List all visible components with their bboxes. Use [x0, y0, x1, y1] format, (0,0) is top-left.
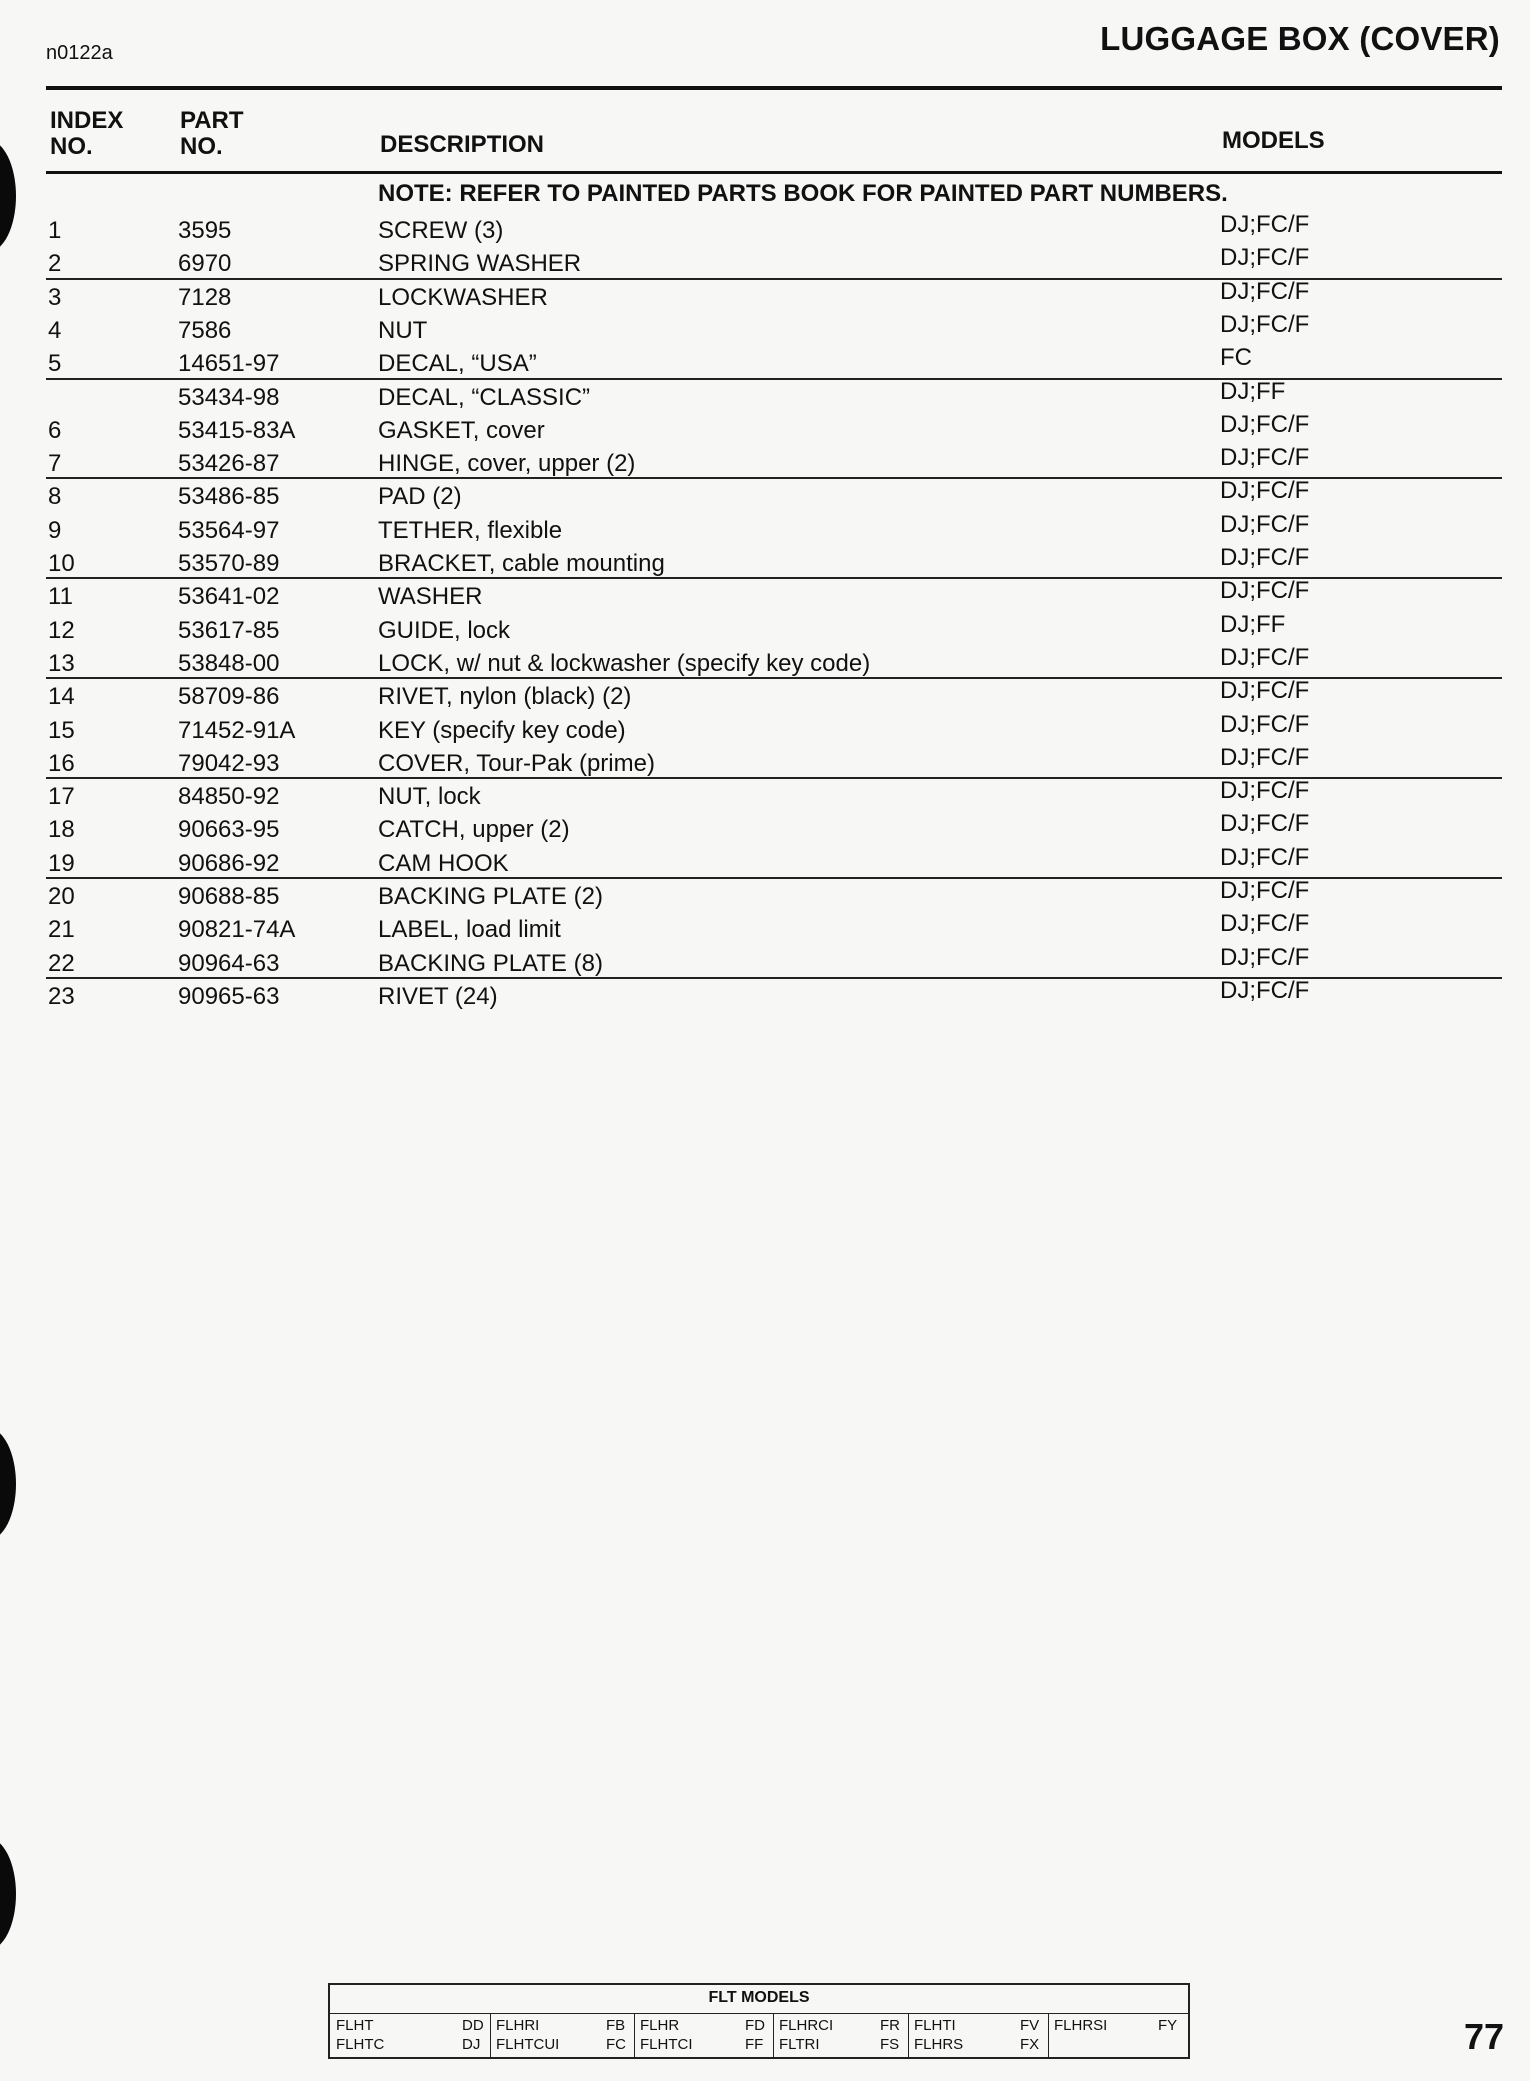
flt-column-divider [773, 2014, 774, 2057]
flt-model-code: FV [1020, 2017, 1040, 2034]
flt-model-code: DD [462, 2017, 484, 2034]
row-part-number: 84850-92 [178, 783, 280, 811]
flt-model-name: FLHRS [914, 2036, 964, 2053]
row-part-number: 53848-00 [178, 649, 280, 677]
document-id: n0122a [46, 42, 113, 64]
flt-models-title: FLT MODELS [708, 1989, 810, 2006]
row-index: 21 [48, 916, 75, 944]
row-description: NUT [378, 316, 428, 344]
row-description: HINGE, cover, upper (2) [378, 450, 636, 478]
row-index: 2 [48, 250, 62, 278]
row-part-number: 58709-86 [178, 683, 280, 711]
row-models: DJ;FC/F [1220, 544, 1310, 571]
flt-model-name: FLHRCI [779, 2017, 834, 2034]
flt-model-name: FLTRI [779, 2036, 820, 2053]
row-index: 6 [48, 416, 62, 444]
header-description: DESCRIPTION [380, 131, 545, 158]
row-description: CAM HOOK [378, 849, 509, 877]
row-part-number: 90663-95 [178, 816, 280, 844]
row-models: DJ;FC/F [1220, 943, 1310, 971]
row-models: DJ;FC/F [1220, 510, 1310, 538]
row-part-number: 79042-93 [178, 749, 280, 777]
flt-model-code: FC [606, 2036, 626, 2053]
row-part-number: 3595 [178, 217, 232, 244]
row-description: TETHER, flexible [378, 516, 563, 544]
row-models: DJ;FC/F [1220, 877, 1310, 904]
row-models: DJ;FC/F [1220, 211, 1310, 238]
row-models: DJ;FC/F [1220, 310, 1310, 338]
row-description: PAD (2) [378, 483, 462, 511]
row-part-number: 14651-97 [178, 350, 280, 378]
row-description: LOCKWASHER [378, 283, 548, 311]
flt-model-name: FLHT [336, 2017, 374, 2034]
table-row [0, 577, 1530, 613]
row-part-number: 53415-83A [178, 416, 296, 444]
row-models: DJ;FC/F [1220, 843, 1310, 871]
row-part-number: 6970 [178, 250, 232, 278]
row-description: RIVET, nylon (black) (2) [378, 683, 632, 711]
row-models: FC [1220, 344, 1252, 372]
row-part-number: 53641-02 [178, 583, 280, 611]
flt-model-code: FB [606, 2017, 626, 2034]
header-index-line1: INDEX [50, 107, 124, 134]
row-models: DJ;FC/F [1220, 976, 1310, 1004]
row-models: DJ;FF [1220, 377, 1286, 405]
row-part-number: 90821-74A [178, 916, 296, 944]
row-index: 3 [48, 283, 62, 311]
row-part-number: 90964-63 [178, 949, 280, 977]
row-part-number: 53564-97 [178, 516, 280, 544]
row-index: 5 [48, 350, 62, 378]
row-index: 14 [48, 683, 75, 711]
row-description: KEY (specify key code) [378, 716, 626, 744]
flt-column-divider [634, 2014, 635, 2057]
row-index: 4 [48, 316, 62, 344]
row-part-number: 53570-89 [178, 550, 280, 577]
row-index: 20 [48, 883, 75, 910]
header-index-line2: NO. [50, 133, 93, 160]
row-description: NUT, lock [378, 783, 481, 811]
flt-models-key [328, 1983, 1190, 2059]
row-description: BACKING PLATE (2) [378, 883, 603, 910]
row-models: DJ;FC/F [1220, 777, 1310, 805]
row-index: 23 [48, 982, 75, 1010]
row-index: 13 [48, 649, 75, 677]
row-models: DJ;FC/F [1220, 643, 1310, 671]
flt-model-name: FLHRSI [1054, 2017, 1108, 2034]
row-index: 19 [48, 849, 75, 877]
table-row [0, 344, 1530, 380]
row-part-number: 90688-85 [178, 883, 280, 910]
header-part-line2: NO. [180, 133, 223, 160]
flt-model-name: FLHTC [336, 2036, 385, 2053]
row-models: DJ;FC/F [1220, 710, 1310, 738]
painted-parts-note: NOTE: REFER TO PAINTED PARTS BOOK FOR PAINTED PART NUMBERS. [378, 180, 1228, 207]
row-index: 8 [48, 483, 62, 511]
flt-column-divider [490, 2014, 491, 2057]
row-part-number: 53434-98 [178, 383, 280, 411]
row-index: 12 [48, 616, 75, 644]
row-part-number: 7128 [178, 283, 232, 311]
page-title: LUGGAGE BOX (COVER) [1100, 20, 1500, 57]
row-description: DECAL, “USA” [378, 350, 537, 378]
row-index: 7 [48, 450, 62, 478]
row-part-number: 53617-85 [178, 616, 280, 644]
row-description: DECAL, “CLASSIC” [378, 383, 591, 411]
row-part-number: 90965-63 [178, 982, 280, 1010]
flt-model-name: FLHR [640, 2017, 680, 2034]
row-part-number: 53426-87 [178, 450, 280, 478]
row-description: COVER, Tour-Pak (prime) [378, 749, 655, 777]
header-part-line1: PART [180, 107, 244, 134]
flt-model-name: FLHTI [914, 2017, 956, 2034]
row-description: GUIDE, lock [378, 616, 511, 644]
row-index: 17 [48, 783, 75, 811]
flt-model-code: FS [880, 2036, 900, 2053]
header-models: MODELS [1222, 127, 1325, 154]
row-description: SPRING WASHER [378, 250, 582, 278]
flt-model-name: FLHTCI [640, 2036, 693, 2053]
row-description: BRACKET, cable mounting [378, 550, 665, 577]
flt-model-code: FF [745, 2036, 764, 2053]
binder-hole [0, 1428, 16, 1540]
row-models: DJ;FC/F [1220, 277, 1310, 305]
row-index: 22 [48, 949, 75, 977]
row-description: LABEL, load limit [378, 916, 561, 944]
flt-column-divider [908, 2014, 909, 2057]
row-description: LOCK, w/ nut & lockwasher (specify key code) [378, 649, 871, 677]
row-description: WASHER [378, 583, 483, 611]
row-part-number: 53486-85 [178, 483, 280, 511]
row-models: DJ;FC/F [1220, 743, 1310, 771]
row-part-number: 90686-92 [178, 849, 280, 877]
row-index: 15 [48, 716, 75, 744]
page-number: 77 [1463, 2016, 1504, 2057]
row-models: DJ;FC/F [1220, 244, 1310, 272]
flt-models-divider [330, 2013, 1188, 2014]
row-description: BACKING PLATE (8) [378, 949, 603, 977]
flt-model-name: FLHRI [496, 2017, 540, 2034]
binder-hole [0, 1838, 16, 1950]
row-models: DJ;FF [1220, 610, 1286, 638]
row-index: 1 [48, 217, 62, 244]
row-models: DJ;FC/F [1220, 810, 1310, 838]
row-index: 18 [48, 816, 75, 844]
row-models: DJ;FC/F [1220, 444, 1310, 472]
row-part-number: 7586 [178, 316, 232, 344]
table-row [0, 310, 1530, 347]
table-row [0, 976, 1530, 1013]
row-index: 11 [48, 583, 73, 611]
row-index: 16 [48, 749, 75, 777]
flt-model-code: FY [1158, 2017, 1178, 2034]
row-models: DJ;FC/F [1220, 677, 1310, 705]
row-index: 9 [48, 516, 62, 544]
row-description: RIVET (24) [378, 982, 498, 1010]
row-models: DJ;FC/F [1220, 477, 1310, 505]
flt-column-divider [1048, 2014, 1049, 2057]
flt-model-code: DJ [462, 2036, 481, 2053]
row-part-number: 71452-91A [178, 716, 296, 744]
row-models: DJ;FC/F [1220, 410, 1310, 438]
row-models: DJ;FC/F [1220, 577, 1310, 605]
flt-model-code: FD [745, 2017, 765, 2034]
row-description: CATCH, upper (2) [378, 816, 570, 844]
flt-model-code: FX [1020, 2036, 1040, 2053]
flt-model-name: FLHTCUI [496, 2036, 560, 2053]
row-description: SCREW (3) [378, 217, 504, 244]
row-index: 10 [48, 550, 75, 577]
flt-model-code: FR [880, 2017, 900, 2034]
row-description: GASKET, cover [378, 416, 545, 444]
row-models: DJ;FC/F [1220, 910, 1310, 938]
